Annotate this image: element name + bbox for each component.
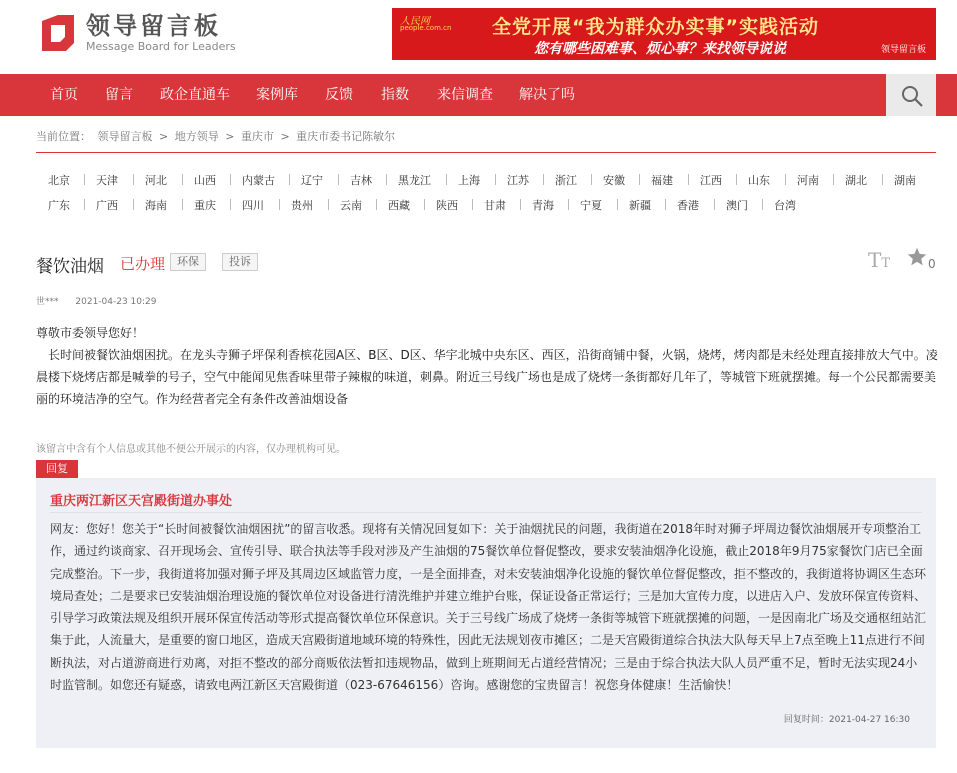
region-row <box>36 193 936 218</box>
region-separator <box>230 199 231 210</box>
region-link[interactable]: 河南 <box>797 174 819 187</box>
nav-item-feedback[interactable]: 反馈 <box>325 87 353 103</box>
region-link[interactable]: 云南 <box>340 199 362 212</box>
region-link[interactable]: 香港 <box>677 199 699 212</box>
breadcrumb-link-board[interactable]: 领导留言板 <box>97 130 153 143</box>
region-link[interactable]: 青海 <box>532 199 554 212</box>
region-separator <box>833 174 834 185</box>
region-separator <box>568 199 569 210</box>
region-link[interactable]: 西藏 <box>388 199 410 212</box>
nav-item-survey[interactable]: 来信调查 <box>437 87 493 103</box>
message-title: 餐饮油烟 <box>36 257 104 277</box>
top-header <box>0 0 957 74</box>
region-separator <box>84 199 85 210</box>
reply-label: 回复 <box>36 460 78 478</box>
breadcrumb-separator: > <box>159 130 169 143</box>
nav-item-home[interactable]: 首页 <box>50 87 78 103</box>
region-list <box>36 168 936 218</box>
message-meta <box>36 294 157 307</box>
region-separator <box>279 199 280 210</box>
breadcrumb-link-local-leaders[interactable]: 地方领导 <box>174 130 219 143</box>
search-button[interactable] <box>886 74 936 116</box>
banner-source: 人民网 <box>400 16 430 27</box>
region-link[interactable]: 澳门 <box>726 199 748 212</box>
post-time: 2021-04-23 10:29 <box>75 297 157 307</box>
campaign-banner[interactable] <box>392 8 936 60</box>
region-separator <box>230 174 231 185</box>
region-separator <box>714 199 715 210</box>
region-separator <box>688 174 689 185</box>
tag-complaint[interactable]: 投诉 <box>222 253 258 271</box>
reply-time: 回复时间：2021-04-27 16:30 <box>783 715 910 725</box>
region-link[interactable]: 浙江 <box>555 174 577 187</box>
nav-item-messages[interactable]: 留言 <box>105 87 133 103</box>
breadcrumb-separator: > <box>225 130 235 143</box>
banner-source-sub: people.com.cn <box>400 24 452 32</box>
banner-headline: 全党开展“我为群众办实事”实践活动 <box>492 16 819 38</box>
region-separator <box>495 174 496 185</box>
region-separator <box>785 174 786 185</box>
region-link[interactable]: 台湾 <box>774 199 796 212</box>
breadcrumb-prefix: 当前位置： <box>36 130 91 143</box>
reply-organization: 重庆两江新区天宫殿街道办事处 <box>50 494 233 509</box>
region-link[interactable]: 吉林 <box>350 174 372 187</box>
region-link[interactable]: 陕西 <box>436 199 458 212</box>
region-link[interactable]: 四川 <box>242 199 264 212</box>
nav-item-resolved[interactable]: 解决了吗 <box>519 87 575 103</box>
region-separator <box>182 199 183 210</box>
reply-divider <box>50 512 922 513</box>
banner-subline: 您有哪些困难事、烦心事？来找领导说说 <box>534 41 786 57</box>
font-size-icon[interactable]: TT <box>868 248 891 272</box>
region-separator <box>591 174 592 185</box>
status-badge: 已办理 <box>120 255 166 273</box>
site-logo[interactable] <box>38 12 236 54</box>
region-separator <box>520 199 521 210</box>
region-link[interactable]: 山东 <box>748 174 770 187</box>
region-link[interactable]: 贵州 <box>291 199 313 212</box>
region-link[interactable]: 湖南 <box>894 174 916 187</box>
region-separator <box>84 174 85 185</box>
breadcrumb <box>36 128 398 144</box>
region-separator <box>617 199 618 210</box>
reply-panel <box>36 478 936 748</box>
nav-item-cases[interactable]: 案例库 <box>256 87 298 103</box>
region-link[interactable]: 广东 <box>48 199 70 212</box>
region-link[interactable]: 新疆 <box>629 199 651 212</box>
region-separator <box>639 174 640 185</box>
region-separator <box>133 199 134 210</box>
region-link[interactable]: 辽宁 <box>301 174 323 187</box>
breadcrumb-link-chongqing[interactable]: 重庆市 <box>240 130 274 143</box>
favorite-count: 0 <box>928 257 936 271</box>
region-link[interactable]: 福建 <box>651 174 673 187</box>
main-nav <box>0 74 957 116</box>
region-separator <box>328 199 329 210</box>
region-link[interactable]: 黑龙江 <box>398 174 431 187</box>
region-link[interactable]: 安徽 <box>603 174 625 187</box>
logo-mark-icon <box>38 13 78 53</box>
nav-item-index[interactable]: 指数 <box>381 87 409 103</box>
author-name: 世*** <box>36 297 59 307</box>
tag-environment[interactable]: 环保 <box>170 253 206 271</box>
region-link[interactable]: 山西 <box>194 174 216 187</box>
logo-title: 领导留言板 <box>86 12 221 40</box>
message-header <box>36 248 936 277</box>
region-separator <box>424 199 425 210</box>
region-link[interactable]: 内蒙古 <box>242 174 275 187</box>
region-separator <box>736 174 737 185</box>
region-separator <box>338 174 339 185</box>
region-link[interactable]: 天津 <box>96 174 118 187</box>
privacy-note: 该留言中含有个人信息或其他不便公开展示的内容，仅办理机构可见。 <box>36 444 346 455</box>
region-row <box>36 168 936 193</box>
region-separator <box>472 199 473 210</box>
favorite-star-icon[interactable] <box>906 246 928 268</box>
region-link[interactable]: 甘肃 <box>484 199 506 212</box>
region-separator <box>182 174 183 185</box>
region-separator <box>543 174 544 185</box>
region-link[interactable]: 宁夏 <box>580 199 602 212</box>
region-separator <box>289 174 290 185</box>
region-link[interactable]: 湖北 <box>845 174 867 187</box>
breadcrumb-separator: > <box>280 130 290 143</box>
banner-logo: 领导留言板 <box>880 45 926 55</box>
font-size-small-icon: T <box>881 256 891 271</box>
message-content: 长时间被餐饮油烟困扰。在龙头寺狮子坪保利香槟花园A区、B区、D区、华宇北城中央东区、西区，沿街商铺中餐，火锅，烧烤，烤肉都是未经处理直接排放大气中。凌晨楼下烧烤店都是喊拳的号子，空气中能闻见焦香味里带子辣椒的味道，刺鼻。附近三号线广场也是成了烧烤一条街都好几年了，等城管下班就摆摊。每一个公民都需要美丽的环境洁净的空气。作为经营者完全有条件改善油烟设备 <box>36 348 938 406</box>
region-separator <box>386 174 387 185</box>
region-link[interactable]: 江苏 <box>507 174 529 187</box>
region-link[interactable]: 重庆 <box>194 199 216 212</box>
region-link[interactable]: 河北 <box>145 174 167 187</box>
region-separator <box>882 174 883 185</box>
region-separator <box>376 199 377 210</box>
breadcrumb-divider <box>36 152 936 153</box>
region-separator <box>133 174 134 185</box>
region-link[interactable]: 北京 <box>48 174 70 187</box>
message-greeting: 尊敬市委领导您好！ <box>36 326 145 340</box>
search-icon <box>900 84 924 108</box>
region-link[interactable]: 海南 <box>145 199 167 212</box>
breadcrumb-link-secretary[interactable]: 重庆市委书记陈敏尔 <box>296 130 396 143</box>
region-link[interactable]: 广西 <box>96 199 118 212</box>
region-link[interactable]: 上海 <box>458 174 480 187</box>
region-separator <box>446 174 447 185</box>
reply-content: 网友：您好！您关于“长时间被餐饮油烟困扰”的留言收悉。现将有关情况回复如下：关于油烟扰民的问题，我街道在2018年时对狮子坪周边餐饮油烟展开专项整治工作，通过约谈商家、召开现场会、宣传引导、联合执法等手段对涉及产生油烟的75餐饮单位督促整改，要求安装油烟净化设施，截止2018年9月75家餐饮门店已全面完成整治。下一步，我街道将加强对狮子坪及其周边区域监管力度，一是全面排查，对未安装油烟净化设施的餐饮单位督促整改，拒不整改的，我街道将协调区生态环境局查处；二是要求已安装油烟治理设施的餐饮单位对设备进行清洗维护并建立维护台账，保证设备正常运行；三是加大宣传力度，以进店入户、发放环保宣传资料、引导学习政策法规及组织开展环保宣传活动等形式提高餐饮单位环保意识。关于三号线广场成了烧烤一条街等城管下班就摆摊的问题，一是因南北广场及交通枢纽站汇集于此，人流量大，是重要的窗口地区，造成天宫殿街道地域环境的特殊性，因此无法规划夜市摊区；二是天宫殿街道综合执法大队每天早上7点至晚上11点进行不间断执法，对占道游商进行劝离，对拒不整改的部分商贩依法暂扣违规物品，做到上班期间无占道经营情况；三是由于综合执法大队人员严重不足，暂时无法实现24小时监管制。如您还有疑惑，请致电两江新区天宫殿街道（023-67646156）咨询。感谢您的宝贵留言！祝您身体健康！生活愉快！ <box>50 522 927 693</box>
region-separator <box>762 199 763 210</box>
region-link[interactable]: 江西 <box>700 174 722 187</box>
region-separator <box>665 199 666 210</box>
logo-subtitle: Message Board for Leaders <box>86 40 236 53</box>
nav-item-enterprise[interactable]: 政企直通车 <box>160 87 230 103</box>
message-body <box>36 322 938 410</box>
